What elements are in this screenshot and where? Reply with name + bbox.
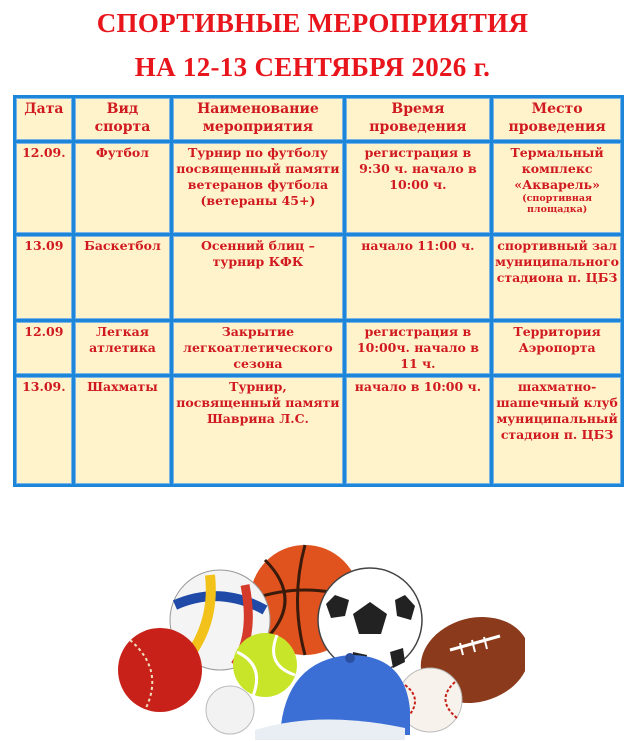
cell-event: Закрытие легкоатлетического сезона (173, 322, 342, 374)
soccer-ball-icon (318, 568, 422, 672)
cell-time: регистрация в 10:00ч. начало в 11 ч. (346, 322, 491, 374)
table-row (16, 377, 621, 484)
cell-date: 13.09. (16, 377, 72, 484)
col-header-date: Дата (16, 98, 72, 140)
cell-place: Территория Аэропорта (493, 322, 621, 374)
cell-sport: Шахматы (75, 377, 170, 484)
cell-date: 12.09. (16, 143, 72, 233)
cell-event: Турнир по футболу посвященный памяти ветеранов футбола (ветераны 45+) (173, 143, 342, 233)
col-header-sport: Вид спорта (75, 98, 170, 140)
cell-sport: Футбол (75, 143, 170, 233)
schedule-table (13, 95, 624, 487)
poster-title-line2: НА 12-13 СЕНТЯБРЯ 2026 г. (134, 52, 491, 82)
cell-place-text: Термальный комплекс «Акварель» (510, 145, 604, 192)
cricket-ball-icon (118, 628, 202, 712)
col-header-time: Время проведения (346, 98, 491, 140)
poster-title-line1: СПОРТИВНЫЕ МЕРОПРИЯТИЯ (96, 8, 529, 38)
cell-sport: Баскетбол (75, 236, 170, 319)
cell-place: спортивный зал муниципального стадиона п. ЦБЗ (493, 236, 621, 319)
golf-ball-icon (206, 686, 254, 734)
cell-place-note: (спортивная площадка) (522, 193, 593, 215)
table-header-row (16, 98, 621, 140)
sports-balls-illustration (105, 540, 525, 740)
table-row (16, 143, 621, 233)
col-header-place: Место проведения (493, 98, 621, 140)
cell-place: шахматно-шашечный клуб муниципальный стадион п. ЦБЗ (493, 377, 621, 484)
cell-time: начало 11:00 ч. (346, 236, 491, 319)
cell-date: 13.09 (16, 236, 72, 319)
table-row (16, 322, 621, 374)
cell-date: 12.09 (16, 322, 72, 374)
table-row (16, 236, 621, 319)
cell-event: Осенний блиц – турнир КФК (173, 236, 342, 319)
cell-event: Турнир, посвященный памяти Шаврина Л.С. (173, 377, 342, 484)
cell-time: начало в 10:00 ч. (346, 377, 491, 484)
col-header-event: Наименование мероприятия (173, 98, 342, 140)
tennis-ball-icon (233, 633, 297, 697)
cell-sport: Легкая атлетика (75, 322, 170, 374)
cell-place (493, 143, 621, 233)
cell-time: регистрация в 9:30 ч. начало в 10:00 ч. (346, 143, 491, 233)
